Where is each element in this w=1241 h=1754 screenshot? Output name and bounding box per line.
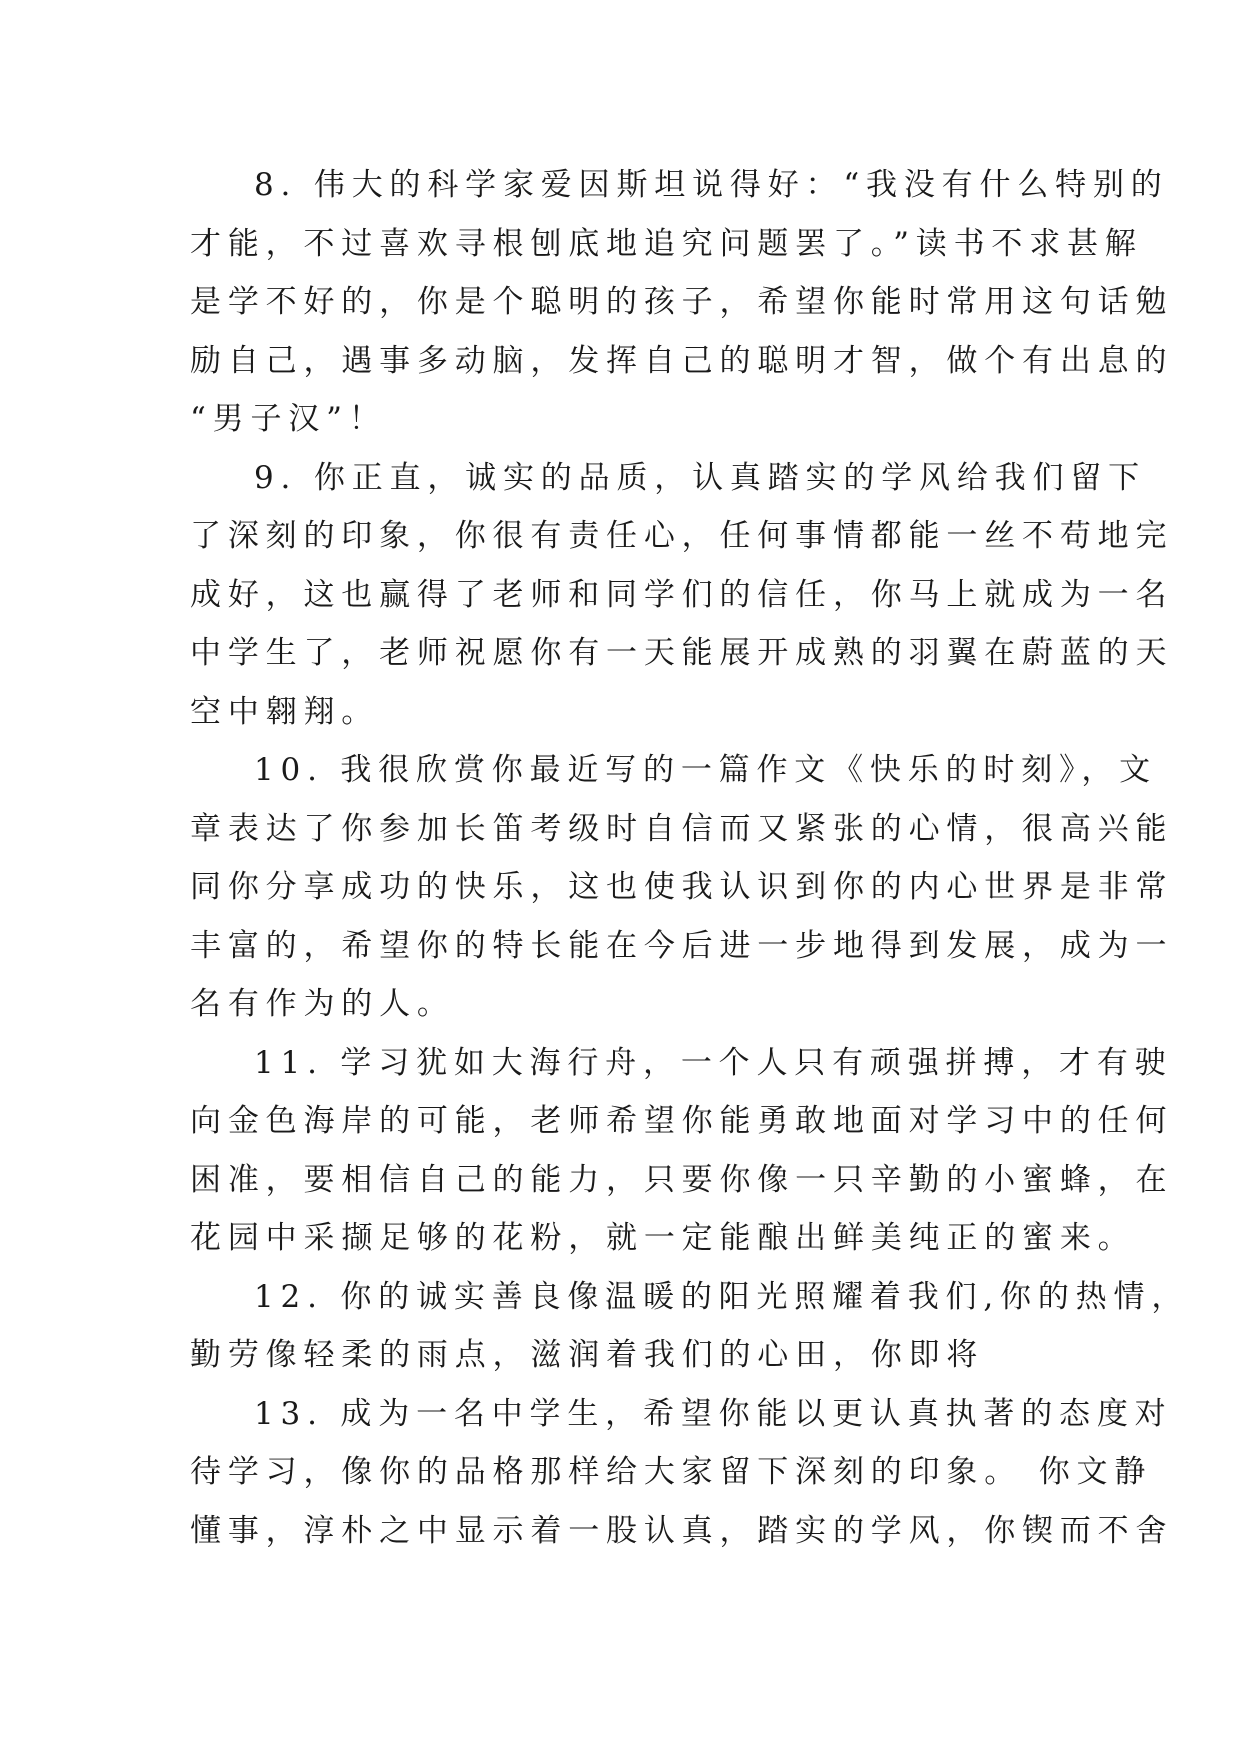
document-body: [190, 156, 1190, 1560]
text-line: 丰富的，希望你的特长能在今后进一步地得到发展，成为一: [190, 927, 1174, 964]
text-line: “男子汉”！: [190, 401, 387, 437]
text-line: 8. 伟大的科学家爱因斯坦说得好：“我没有什么特别的: [254, 167, 1169, 203]
text-line: 10. 我很欣赏你最近写的一篇作文《快乐的时刻》，文: [254, 752, 1157, 788]
text-line: 困准，要相信自己的能力，只要你像一只辛勤的小蜜蜂，在: [190, 1161, 1174, 1198]
text-line: 懂事，淳朴之中显示着一股认真，踏实的学风，你锲而不舍: [190, 1512, 1174, 1549]
text-line: 空中翱翔。: [190, 693, 380, 730]
text-line: 12. 你的诚实善良像温暖的阳光照耀着我们,你的热情，: [254, 1278, 1190, 1315]
text-line: 章表达了你参加长笛考级时自信而又紧张的心情，很高兴能: [190, 810, 1174, 847]
text-line: 名有作为的人。: [190, 986, 455, 1022]
text-line: 是学不好的，你是个聪明的孩子，希望你能时常用这句话勉: [190, 284, 1174, 320]
text-line: 13. 成为一名中学生，希望你能以更认真执著的态度对: [254, 1395, 1173, 1432]
text-line: 向金色海岸的可能，老师希望你能勇敢地面对学习中的任何: [190, 1103, 1174, 1139]
text-line: 中学生了，老师祝愿你有一天能展开成熟的羽翼在蔚蓝的天: [190, 635, 1174, 671]
text-line: 成好，这也赢得了老师和同学们的信任，你马上就成为一名: [190, 576, 1174, 613]
text-line: 9. 你正直，诚实的品质，认真踏实的学风给我们留下: [254, 459, 1146, 496]
text-line: 花园中采撷足够的花粉，就一定能酿出鲜美纯正的蜜来。: [190, 1220, 1136, 1256]
text-line: 11. 学习犹如大海行舟，一个人只有顽强拼搏，才有驶: [254, 1044, 1173, 1081]
text-line: 励自己，遇事多动脑，发挥自己的聪明才智，做个有出息的: [190, 342, 1174, 379]
text-line: 才能，不过喜欢寻根刨底地追究问题罢了。”读书不求甚解: [190, 225, 1143, 262]
text-line: 了深刻的印象，你很有责任心，任何事情都能一丝不苟地完: [190, 518, 1174, 554]
text-line: 同你分享成功的快乐，这也使我认识到你的内心世界是非常: [190, 869, 1174, 905]
text-line: 勤劳像轻柔的雨点，滋润着我们的心田，你即将: [190, 1337, 985, 1373]
text-line: 待学习，像你的品格那样给大家留下深刻的印象。 你文静: [190, 1454, 1153, 1490]
